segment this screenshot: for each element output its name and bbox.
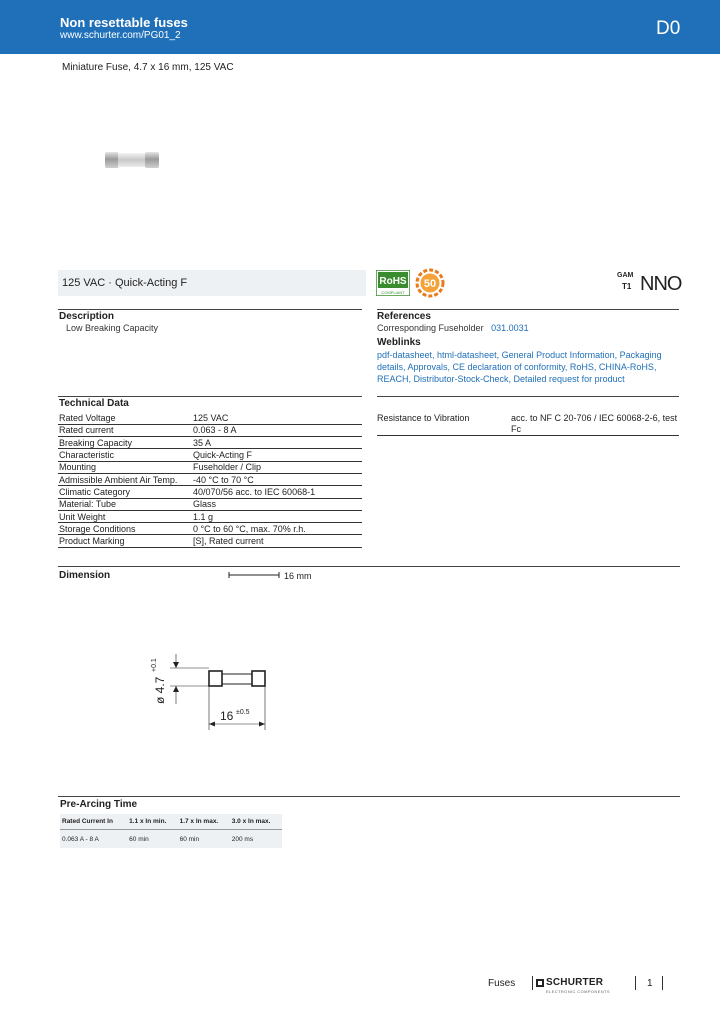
tech-value: Quick-Acting F [192, 449, 362, 461]
tech-value: [S], Rated current [192, 535, 362, 547]
table-row [58, 424, 362, 436]
tech-value: Fuseholder / Clip [192, 461, 362, 473]
diameter-tolerance: +0.1 [151, 658, 158, 672]
tech-key: Rated current [58, 424, 192, 436]
tech-key: Characteristic [58, 449, 192, 461]
tech-value: Glass [192, 498, 362, 510]
technical-heading: Technical Data [59, 398, 129, 409]
footer-separator [532, 976, 533, 990]
header-url[interactable]: www.schurter.com/PG01_2 [60, 30, 181, 41]
table-header-row [60, 814, 282, 830]
fuse-photo [104, 150, 160, 170]
page-subtitle: Miniature Fuse, 4.7 x 16 mm, 125 VAC [62, 62, 234, 73]
pre-arcing-table [60, 814, 282, 848]
divider [58, 309, 362, 310]
description-heading: Description [59, 311, 115, 322]
tech-value: 1.1 g [192, 510, 362, 522]
vibration-key: Resistance to Vibration [377, 413, 470, 423]
approval-t1: T1 [622, 282, 632, 291]
header-code: D0 [656, 18, 681, 39]
table-cell: 0.063 A - 8 A [60, 830, 127, 849]
column-header: 1.1 x In min. [127, 814, 177, 830]
divider [377, 309, 679, 310]
column-header: Rated Current In [60, 814, 127, 830]
page-number: 1 [647, 978, 653, 989]
footer-brand: SCHURTER [546, 977, 604, 988]
header-title: Non resettable fuses [60, 15, 188, 30]
table-row [58, 437, 362, 449]
tech-value: -40 °C to 70 °C [192, 473, 362, 485]
scale-bar-label: 16 mm [284, 571, 312, 581]
scale-bar-icon [228, 571, 280, 579]
table-row [58, 412, 362, 424]
rohs-logo-text: RoHS [379, 276, 407, 287]
references-label: Corresponding Fuseholder [377, 323, 484, 333]
approval-gam: GAM [617, 272, 634, 279]
tech-key: Product Marking [58, 535, 192, 547]
tech-key: Breaking Capacity [58, 437, 192, 449]
table-cell: 60 min [127, 830, 177, 849]
weblinks-list[interactable]: pdf-datasheet, html-datasheet, General Product Information, Packaging details, Approvals, CE declaration of conformity, RoHS, CHINA-RoHS, REACH, Distributor-Stock-Check, Detailed request for product [377, 350, 662, 384]
pre-arcing-heading: Pre-Arcing Time [60, 799, 138, 810]
footer-tagline: ELECTRONIC COMPONENTS [546, 989, 610, 994]
description-item: Low Breaking Capacity [66, 323, 159, 333]
divider [377, 396, 679, 397]
footer-section: Fuses [488, 978, 516, 989]
table-row [58, 473, 362, 485]
tech-value: 40/070/56 acc. to IEC 60068-1 [192, 486, 362, 498]
references-link[interactable]: 031.0031 [491, 323, 529, 333]
tech-key: Unit Weight [58, 510, 192, 522]
footer-separator [662, 976, 663, 990]
tech-value: 0.063 - 8 A [192, 424, 362, 436]
table-row [60, 830, 282, 849]
table-row [58, 510, 362, 522]
gost-approval-mark [612, 272, 682, 296]
length-tolerance: ±0.5 [236, 709, 250, 716]
divider [58, 566, 680, 567]
table-row [58, 523, 362, 535]
tech-key: Climatic Category [58, 486, 192, 498]
diameter-label: ø 4.7 [153, 676, 167, 704]
dimension-heading: Dimension [59, 570, 111, 581]
rating-band: 125 VAC · Quick-Acting F [58, 270, 366, 296]
weblinks-heading: Weblinks [377, 337, 421, 348]
page-header [0, 0, 720, 54]
approval-nno: NNO [640, 273, 682, 295]
environment-50-icon [414, 268, 446, 298]
tech-value: 125 VAC [192, 412, 362, 424]
table-row [58, 449, 362, 461]
divider [58, 796, 680, 797]
tech-value: 0 °C to 60 °C, max. 70% r.h. [192, 523, 362, 535]
schurter-logo-icon [536, 979, 544, 987]
footer-separator [635, 976, 636, 990]
tech-key: Mounting [58, 461, 192, 473]
references-heading: References [377, 311, 431, 322]
rohs-logo-sub: COMPLIANT [381, 290, 405, 295]
tech-key: Material: Tube [58, 498, 192, 510]
divider [58, 396, 362, 397]
tech-key: Rated Voltage [58, 412, 192, 424]
table-row [58, 498, 362, 510]
table-row [58, 535, 362, 547]
table-row [58, 461, 362, 473]
table-cell: 200 ms [230, 830, 282, 849]
rohs-logo [376, 270, 410, 296]
tech-key: Storage Conditions [58, 523, 192, 535]
divider [377, 435, 679, 436]
table-row [58, 486, 362, 498]
column-header: 3.0 x In max. [230, 814, 282, 830]
vibration-value: acc. to NF C 20-706 / IEC 60068-2-6, test Fc [511, 413, 678, 434]
years-label: 50 [423, 278, 437, 290]
tech-key: Admissible Ambient Air Temp. [58, 473, 192, 485]
tech-value: 35 A [192, 437, 362, 449]
length-label: 16 [220, 709, 234, 723]
dimension-drawing [140, 640, 280, 750]
technical-data-table [58, 412, 362, 548]
column-header: 1.7 x In max. [178, 814, 230, 830]
table-cell: 60 min [178, 830, 230, 849]
references-row [377, 323, 529, 333]
